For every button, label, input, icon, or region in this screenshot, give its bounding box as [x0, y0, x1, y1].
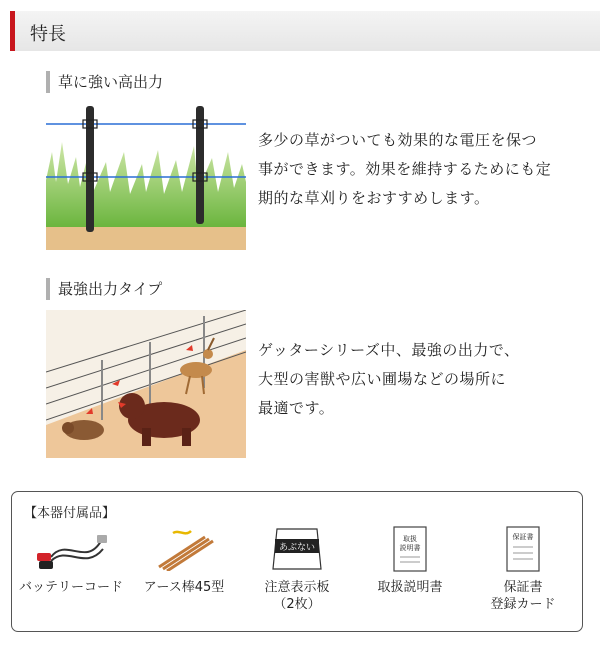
feature2-line: 大型の害獣や広い圃場などの場所に: [258, 370, 507, 388]
accessory-label: （2枚）: [273, 597, 321, 612]
feature2-heading: 最強出力タイプ: [46, 278, 162, 300]
accessories-box: [11, 491, 583, 632]
accessory-item: [16, 522, 126, 596]
accessory-label: バッテリーコード: [18, 580, 123, 595]
accessory-label: 保証書: [503, 580, 543, 595]
accessories-title: 【本器付属品】: [24, 506, 116, 521]
warning-sign-icon: [267, 525, 327, 573]
section-header: [10, 11, 600, 51]
battery-cord-icon: [31, 527, 111, 571]
accessory-item: [129, 522, 239, 596]
svg-text:説明書: 説明書: [399, 544, 421, 552]
svg-text:取扱: 取扱: [403, 535, 417, 543]
manual-icon: [390, 525, 430, 573]
accessory-label: 登録カード: [490, 597, 556, 612]
accessory-item: [355, 522, 465, 596]
sign-text: あぶない: [278, 543, 316, 553]
feature1-description: [258, 126, 551, 213]
feature2-description: [258, 336, 520, 423]
accessory-label: 取扱説明書: [377, 580, 443, 595]
feature1-line: 多少の草がついても効果的な電圧を保つ: [258, 131, 538, 149]
earth-rod-icon: [149, 527, 219, 571]
grass-fence-illustration: [46, 102, 246, 250]
warranty-text: 保証書: [512, 533, 534, 541]
feature2-line: ゲッターシリーズ中、最強の出力で、: [258, 341, 520, 359]
accessory-item: [468, 522, 578, 613]
warranty-card-icon: [503, 525, 543, 573]
animal-fence-illustration: [46, 310, 246, 458]
accessory-item: [242, 522, 352, 613]
feature1-heading: 草に強い高出力: [46, 71, 163, 93]
feature2-line: 最適です。: [258, 399, 335, 417]
accent-bar: [10, 11, 15, 51]
accessory-label: 注意表示板: [264, 580, 330, 595]
section-title: 特長: [30, 24, 66, 45]
accessory-label: アース棒45型: [143, 580, 225, 595]
feature1-line: 事ができます。効果を維持するためにも定: [258, 160, 552, 178]
feature1-line: 期的な草刈りをおすすめします。: [258, 189, 490, 207]
